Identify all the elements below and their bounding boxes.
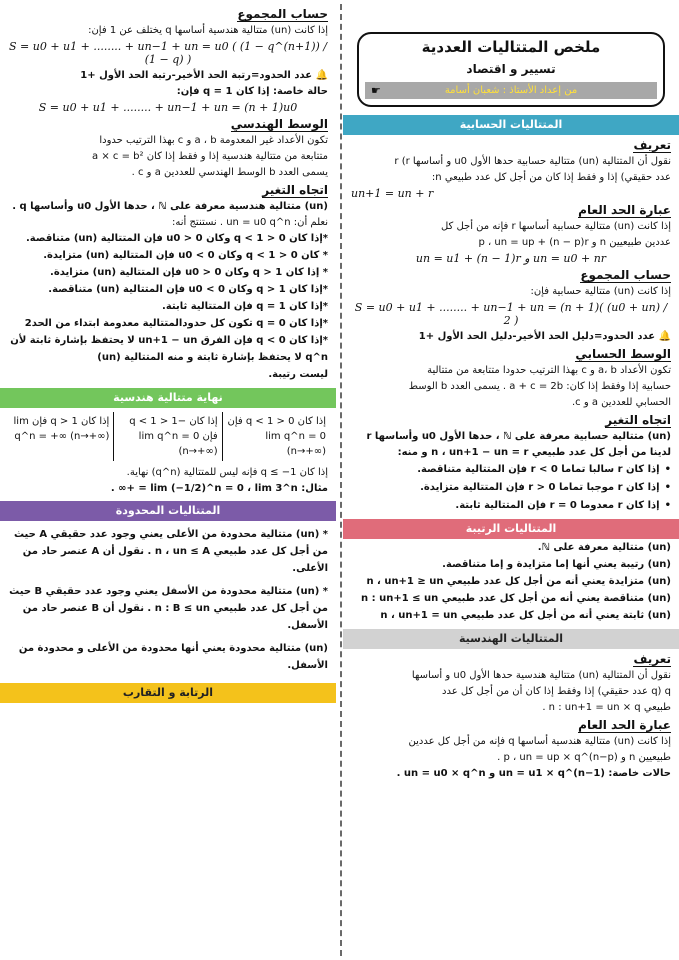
geo-sum-title: حساب المجموع xyxy=(237,7,328,21)
arith-def-text-2: عدد حقيقي) إذا و فقط إذا كان من أجل كل عدد طبيعي n: xyxy=(431,172,671,183)
geo-dir-item: * كان 0 < q < 1 وكان u0 < 0 فإن المتتالية (un) متزايدة. xyxy=(43,250,328,261)
pointing-hand-icon: ☛ xyxy=(371,84,381,97)
title-box xyxy=(357,32,665,107)
geo-dir-title: اتجاه التغير xyxy=(262,183,328,197)
mono-item: (un) متزايدة يعني أنه من أجل كل عدد طبيعي n ، un+1 ≥ un xyxy=(366,576,671,587)
geo-dir-item: *إذا كان q > 1 وكان u0 < 0 فإن المتتالية (un) متناقصة. xyxy=(48,284,328,295)
geo-dir-text-2: نعلم أن: un = u0 q^n . نستنتج أنه: xyxy=(172,217,328,228)
mono-item: (un) رتيبة يعني أنها إما متزايدة و إما متناقصة. xyxy=(442,559,671,570)
geo-dir-item: *إذا كان q = 1 فإن المتتالية ثابتة. xyxy=(162,301,328,312)
geo-dir-item: *إذا كان q < 0 فإن الفرق un+1 − un لا يحتفظ بإشارة ثابتة لأن xyxy=(10,335,328,346)
geo-mean-title: الوسط الهندسي xyxy=(230,117,328,131)
limit-cell: إذا كان 0 < q < 1 فإن lim q^n = 0 (n→+∞) xyxy=(227,416,326,457)
arith-dir-text-2: لدينا من أجل كل عدد طبيعي n ، un+1 − un = r و منه: xyxy=(397,447,671,458)
limit-note: إذا كان q ≤ −1 فإنه ليس للمتتالية (q^n) نهاية. xyxy=(126,467,328,478)
author-bar xyxy=(365,82,657,99)
geo-def-text-3: طبيعي n : un+1 = un × q . xyxy=(542,702,671,713)
arith-general-text-2: عددين طبيعيين n و p ، un = up + (n − p)r xyxy=(478,237,671,248)
geo-dir-text-1: (un) متتالية هندسية معرفة على ℕ ، حدها الأول u0 وأساسها q . xyxy=(12,201,328,212)
geo-general-title: عبارة الحد العام xyxy=(578,718,671,732)
arith-mean-title: الوسط الحسابي xyxy=(575,347,671,361)
banner-geo-limit: نهاية متتالية هندسية xyxy=(0,388,336,408)
geo-def-text-1: نقول أن المتتالية (un) متتالية هندسية حدها الأول u0 و أساسها xyxy=(411,670,671,681)
page-subtitle: تسيير و اقتصاد xyxy=(466,62,556,76)
arith-sum-note: 🔔 عدد الحدود=دليل الحد الأخير-دليل الحد الأول +1 xyxy=(418,331,671,342)
geo-sum-text: إذا كانت (un) متتالية هندسية أساسها q يختلف عن 1 فإن: xyxy=(88,25,328,36)
mono-item: (un) متتالية معرفة على ℕ. xyxy=(537,542,671,553)
bounded-item: (un) متتالية محدودة يعني أنها محدودة من الأعلى و محدودة من الأسفل. xyxy=(18,643,328,671)
bounded-item: * (un) متتالية محدودة من الأعلى يعني وجود عدد حقيقي A حيث من أجل كل عدد طبيعي n ، un ≤ A . نقول أن A عنصر حاد من الأعلى. xyxy=(13,529,328,574)
geo-dir-item: * إذا كان q > 1 وكان u0 > 0 فإن المتتالية (un) متزايدة. xyxy=(50,267,328,278)
geo-special-formula: S = u0 + u1 + ........ + un−1 + un = (n + 1)u0 xyxy=(38,101,298,114)
arith-dir-item: • إذا كان r موجبا تماما r > 0 فإن المتتالية متزايدة. xyxy=(351,479,671,496)
mono-item: (un) متناقصة يعني أنه من أجل كل عدد طبيعي n : un+1 ≤ un xyxy=(361,593,671,604)
arith-sum-title: حساب المجموع xyxy=(580,268,671,282)
arith-mean-text-1: تكون الأعداد a، b و c بهذا الترتيب حدودا متتابعة من متتالية xyxy=(427,365,671,376)
banner-monotone: المتتاليات الرتيبة xyxy=(343,519,679,539)
arith-general-formula: un = u1 + (n − 1)r و un = u0 + nr xyxy=(415,252,607,265)
arith-sum-formula: S = u0 + u1 + ........ + un−1 + un = (n + 1)( (u0 + un) / 2 ) xyxy=(354,301,668,327)
geo-mean-text-2: متتابعة من متتالية هندسية إذا و فقط إذا كان a × c = b² xyxy=(92,151,328,162)
geo-general-text-2: طبيعيين n و p ، un = up × q^(n−p) . xyxy=(497,752,671,763)
arith-def-formula: un+1 = un + r xyxy=(351,187,434,200)
geo-dir-item: *إذا كان q = 0 تكون كل حدودالمتتالية معدومة ابتداء من الحد2 xyxy=(24,318,328,329)
limit-cell: إذا كان q > 1 فإن lim q^n = +∞ (n→+∞) xyxy=(13,416,110,442)
geo-general-special: حالات خاصة: un = u1 × q^(n−1) و un = u0 × q^n . xyxy=(396,768,671,779)
geo-sum-formula: S = u0 + u1 + ........ + un−1 + un = u0 ( (1 − q^(n+1)) / (1 − q) ) xyxy=(9,40,327,66)
column-divider xyxy=(340,4,342,956)
arith-sum-text: إذا كانت (un) متتالية حسابية فإن: xyxy=(530,286,671,297)
banner-convergence: الرتابة و التقارب xyxy=(0,683,336,703)
arith-general-text-1: إذا كانت (un) متتالية حسابية أساسها r فإنه من أجل كل xyxy=(440,221,671,232)
limit-cell: إذا كان −1 < q < 1 فإن lim q^n = 0 (n→+∞) xyxy=(113,412,222,461)
banner-arithmetic: المتتاليات الحسابية xyxy=(343,115,679,135)
arith-dir-item: • إذا كان r معدوما r = 0 فإن المتتالية ثابتة. xyxy=(351,497,671,514)
arith-mean-text-3: الحسابي للعددين a و c. xyxy=(571,397,671,408)
arith-mean-text-2: حسابية إذا وفقط إذا كان: a + c = 2b . يسمى العدد b الوسط xyxy=(408,381,671,392)
right-column xyxy=(343,0,679,960)
geo-dir-item: q^n لا يحتفظ بإشارة ثابتة و منه المتتالية (un) xyxy=(97,352,328,363)
arith-general-title: عبارة الحد العام xyxy=(578,203,671,217)
geo-mean-text-3: يسمى العدد b الوسط الهندسي للعددين a و c . xyxy=(131,167,328,178)
geo-special-text: حالة خاصة: إذا كان q = 1 فإن: xyxy=(176,86,328,97)
geo-def-title: تعريف xyxy=(633,652,671,666)
geo-dir-item: *إذا كان 0 < q < 1 وكان u0 > 0 فإن المتتالية (un) متناقصة. xyxy=(25,233,328,244)
bell-icon: 🔔 xyxy=(315,70,328,81)
arith-dir-title: اتجاه التغير xyxy=(605,413,671,427)
arith-def-title: تعريف xyxy=(633,138,671,152)
page-title: ملخص المتتاليات العددية xyxy=(421,38,601,56)
geo-def-text-2: q (q عدد حقيقي) إذا وفقط إذا كان أن من أجل كل عدد xyxy=(442,686,671,697)
banner-bounded: المتتاليات المحدودة xyxy=(0,501,336,521)
arith-dir-text-1: (un) متتالية حسابية معرفة على ℕ ، حدها الأول u0 وأساسها r xyxy=(366,431,671,442)
geo-mean-text-1: تكون الأعداد غير المعدومة a ، b و c بهذا الترتيب حدودا xyxy=(99,135,328,146)
bounded-item: * (un) متتالية محدودة من الأسفل يعني وجود عدد حقيقي B حيث من أجل كل عدد طبيعي n : B ≤ un . نقول أن B عنصر حاد من الأسفل. xyxy=(9,586,328,631)
arith-def-text-1: نقول أن المتتالية (un) متتالية حسابية حدها الأول u0 و أساسها r (r xyxy=(394,156,671,167)
arith-dir-item: • إذا كان r سالبا تماما r < 0 فإن المتتالية متناقصة. xyxy=(351,461,671,478)
limit-table xyxy=(6,412,330,461)
mono-item: (un) ثابتة يعني أنه من أجل كل عدد طبيعي n ، un+1 = un xyxy=(380,610,671,621)
left-column xyxy=(0,0,336,960)
geo-dir-item: ليست رتيبة. xyxy=(268,369,328,380)
author-label: من إعداد الأستاذ : شعبان أسامة xyxy=(444,85,578,96)
geo-general-text-1: إذا كانت (un) متتالية هندسية أساسها q فإنه من أجل كل عددين xyxy=(408,736,671,747)
limit-example: مثال: lim (−1/2)^n = 0 ، lim 3^n = +∞ . xyxy=(110,483,328,494)
geo-sum-note: 🔔 عدد الحدود=رتبة الحد الأخير-رتبة الحد الأول +1 xyxy=(80,70,328,81)
banner-geometric: المتتاليات الهندسية xyxy=(343,629,679,649)
bell-icon: 🔔 xyxy=(658,331,671,342)
